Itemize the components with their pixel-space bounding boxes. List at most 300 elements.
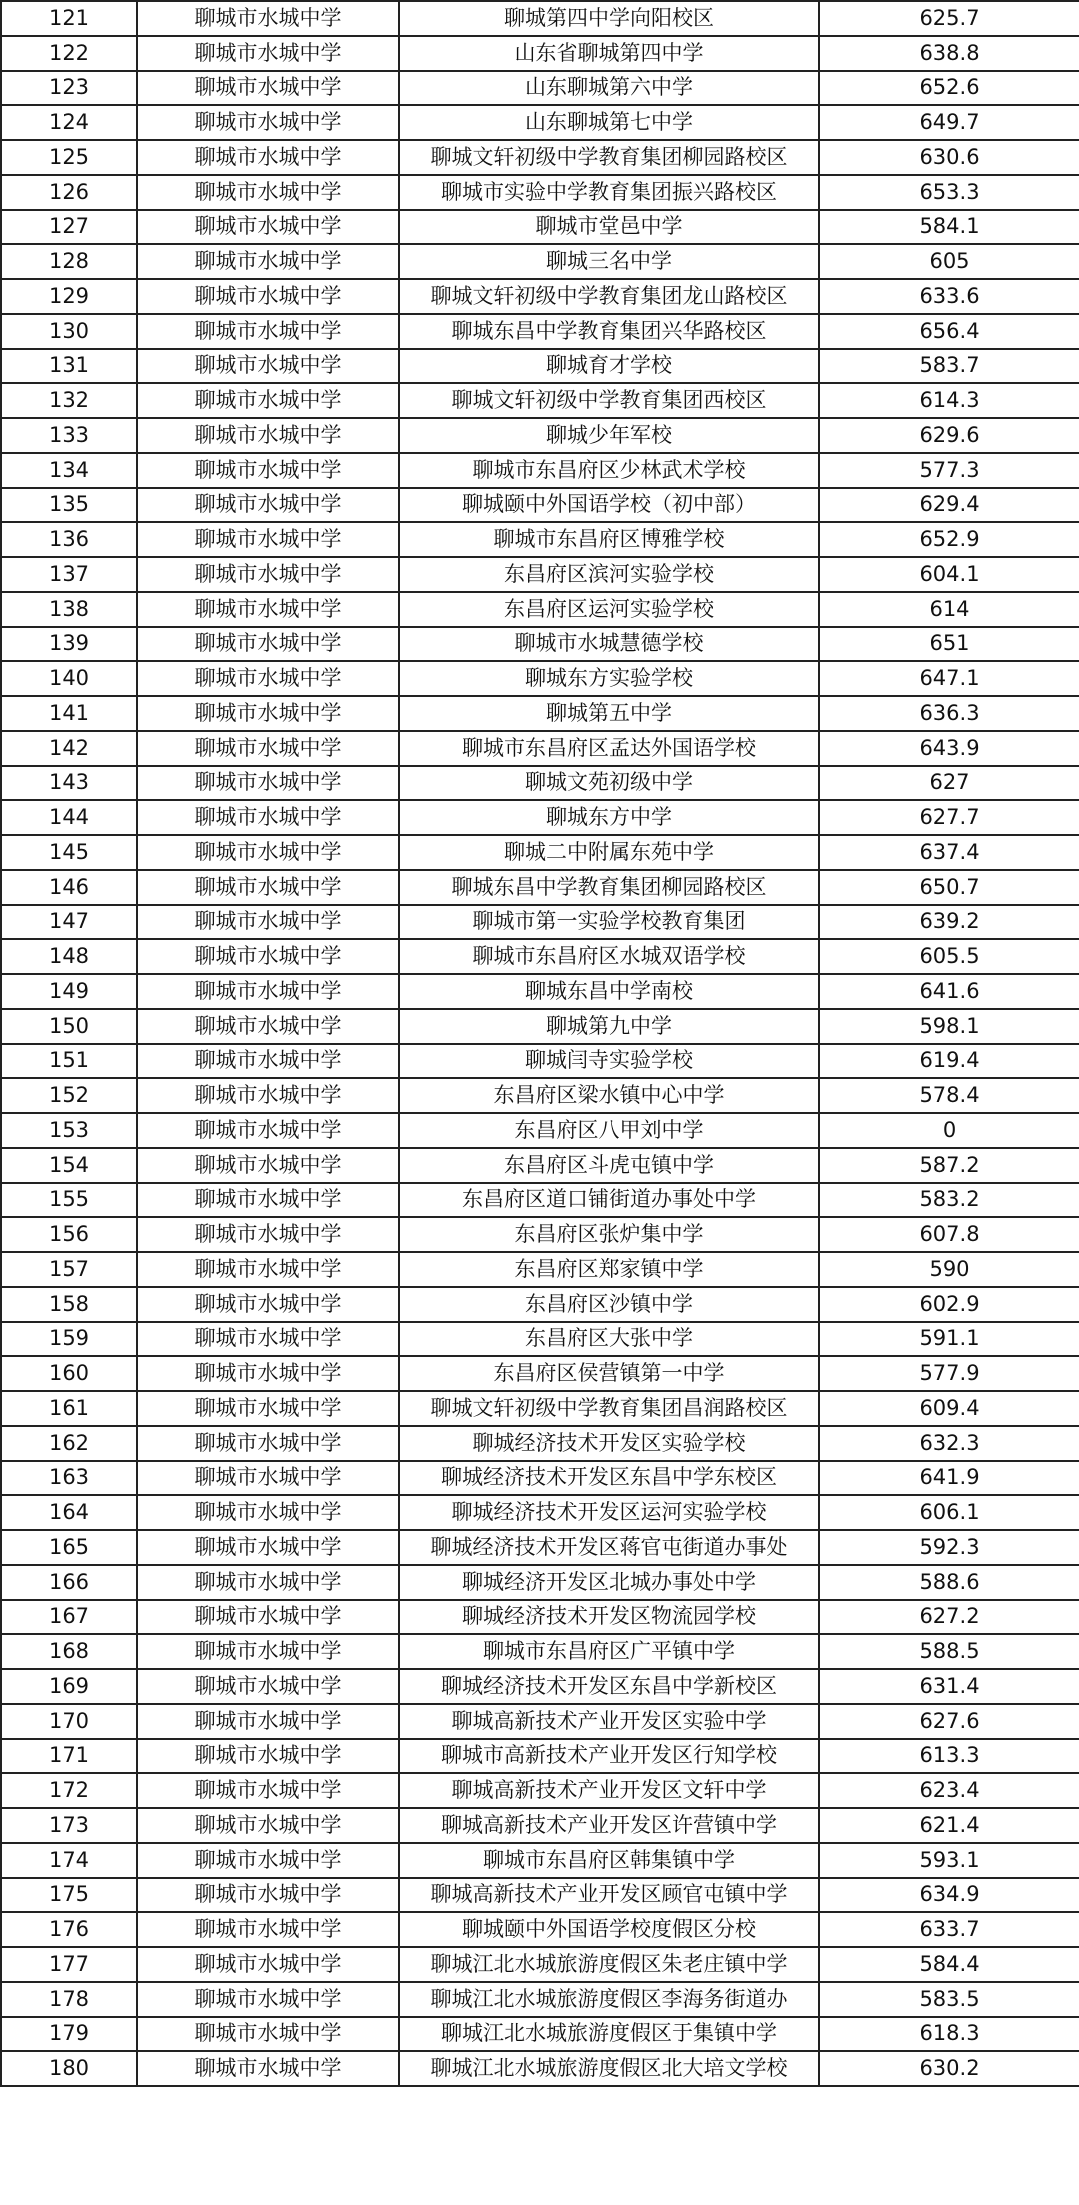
admit-school-cell: 聊城市水城中学 [137, 1808, 399, 1843]
score-cell: 577.3 [819, 453, 1079, 488]
score-cell: 653.3 [819, 175, 1079, 210]
admit-school-cell: 聊城市水城中学 [137, 1426, 399, 1461]
source-school-cell: 聊城市东昌府区博雅学校 [399, 522, 819, 557]
score-cell: 634.9 [819, 1878, 1079, 1913]
admit-school-cell: 聊城市水城中学 [137, 279, 399, 314]
score-cell: 578.4 [819, 1078, 1079, 1113]
row-number-cell: 136 [1, 522, 137, 557]
row-number-cell: 157 [1, 1252, 137, 1287]
admit-school-cell: 聊城市水城中学 [137, 1183, 399, 1218]
table-row [1, 522, 1079, 557]
admit-school-cell: 聊城市水城中学 [137, 1878, 399, 1913]
row-number-cell: 141 [1, 696, 137, 731]
row-number-cell: 169 [1, 1669, 137, 1704]
score-cell: 591.1 [819, 1322, 1079, 1357]
source-school-cell: 聊城文轩初级中学教育集团柳园路校区 [399, 140, 819, 175]
admit-school-cell: 聊城市水城中学 [137, 453, 399, 488]
table-row [1, 1461, 1079, 1496]
source-school-cell: 聊城闫寺实验学校 [399, 1044, 819, 1079]
score-cell: 629.6 [819, 418, 1079, 453]
score-cell: 590 [819, 1252, 1079, 1287]
source-school-cell: 聊城文轩初级中学教育集团龙山路校区 [399, 279, 819, 314]
admit-school-cell: 聊城市水城中学 [137, 1982, 399, 2017]
table-row [1, 835, 1079, 870]
source-school-cell: 东昌府区梁水镇中心中学 [399, 1078, 819, 1113]
table-row [1, 1044, 1079, 1079]
score-cell: 602.9 [819, 1287, 1079, 1322]
row-number-cell: 161 [1, 1391, 137, 1426]
row-number-cell: 171 [1, 1739, 137, 1774]
table-row [1, 349, 1079, 384]
admit-school-cell: 聊城市水城中学 [137, 592, 399, 627]
source-school-cell: 聊城市东昌府区水城双语学校 [399, 939, 819, 974]
table-row [1, 661, 1079, 696]
row-number-cell: 123 [1, 71, 137, 106]
table-row [1, 2017, 1079, 2052]
admit-school-cell: 聊城市水城中学 [137, 800, 399, 835]
source-school-cell: 聊城第九中学 [399, 1009, 819, 1044]
source-school-cell: 聊城经济技术开发区运河实验学校 [399, 1495, 819, 1530]
admit-school-cell: 聊城市水城中学 [137, 1113, 399, 1148]
admit-school-cell: 聊城市水城中学 [137, 140, 399, 175]
row-number-cell: 140 [1, 661, 137, 696]
admit-school-cell: 聊城市水城中学 [137, 1356, 399, 1391]
admit-school-cell: 聊城市水城中学 [137, 766, 399, 801]
row-number-cell: 125 [1, 140, 137, 175]
source-school-cell: 聊城市高新技术产业开发区行知学校 [399, 1739, 819, 1774]
admit-school-cell: 聊城市水城中学 [137, 1843, 399, 1878]
source-school-cell: 聊城高新技术产业开发区许营镇中学 [399, 1808, 819, 1843]
source-school-cell: 聊城二中附属东苑中学 [399, 835, 819, 870]
row-number-cell: 138 [1, 592, 137, 627]
row-number-cell: 178 [1, 1982, 137, 2017]
score-cell: 651 [819, 627, 1079, 662]
table-row [1, 1530, 1079, 1565]
admit-school-cell: 聊城市水城中学 [137, 1704, 399, 1739]
row-number-cell: 124 [1, 105, 137, 140]
admit-school-cell: 聊城市水城中学 [137, 1600, 399, 1635]
row-number-cell: 146 [1, 870, 137, 905]
source-school-cell: 东昌府区八甲刘中学 [399, 1113, 819, 1148]
row-number-cell: 160 [1, 1356, 137, 1391]
table-row [1, 1287, 1079, 1322]
source-school-cell: 聊城市实验中学教育集团振兴路校区 [399, 175, 819, 210]
admit-school-cell: 聊城市水城中学 [137, 835, 399, 870]
table-row [1, 488, 1079, 523]
row-number-cell: 172 [1, 1773, 137, 1808]
row-number-cell: 159 [1, 1322, 137, 1357]
admit-school-cell: 聊城市水城中学 [137, 2017, 399, 2052]
score-cell: 647.1 [819, 661, 1079, 696]
admit-school-cell: 聊城市水城中学 [137, 974, 399, 1009]
table-row [1, 1009, 1079, 1044]
row-number-cell: 143 [1, 766, 137, 801]
table-row [1, 418, 1079, 453]
table-row [1, 1252, 1079, 1287]
source-school-cell: 聊城市堂邑中学 [399, 210, 819, 245]
table-row [1, 1947, 1079, 1982]
source-school-cell: 聊城东昌中学南校 [399, 974, 819, 1009]
row-number-cell: 174 [1, 1843, 137, 1878]
score-cell: 625.7 [819, 1, 1079, 36]
admit-school-cell: 聊城市水城中学 [137, 314, 399, 349]
score-cell: 627.6 [819, 1704, 1079, 1739]
row-number-cell: 151 [1, 1044, 137, 1079]
row-number-cell: 154 [1, 1148, 137, 1183]
score-cell: 633.7 [819, 1912, 1079, 1947]
row-number-cell: 122 [1, 36, 137, 71]
row-number-cell: 129 [1, 279, 137, 314]
row-number-cell: 137 [1, 557, 137, 592]
table-row [1, 1322, 1079, 1357]
score-cell: 627.2 [819, 1600, 1079, 1635]
score-cell: 631.4 [819, 1669, 1079, 1704]
admit-school-cell: 聊城市水城中学 [137, 1217, 399, 1252]
table-row [1, 766, 1079, 801]
table-row [1, 314, 1079, 349]
row-number-cell: 175 [1, 1878, 137, 1913]
row-number-cell: 135 [1, 488, 137, 523]
table-row [1, 870, 1079, 905]
source-school-cell: 聊城市水城慧德学校 [399, 627, 819, 662]
table-row [1, 105, 1079, 140]
score-cell: 588.5 [819, 1634, 1079, 1669]
table-row [1, 1356, 1079, 1391]
admit-school-cell: 聊城市水城中学 [137, 1009, 399, 1044]
admit-school-cell: 聊城市水城中学 [137, 2051, 399, 2086]
source-school-cell: 聊城市东昌府区少林武术学校 [399, 453, 819, 488]
table-row [1, 1, 1079, 36]
row-number-cell: 168 [1, 1634, 137, 1669]
row-number-cell: 170 [1, 1704, 137, 1739]
row-number-cell: 145 [1, 835, 137, 870]
source-school-cell: 聊城经济开发区北城办事处中学 [399, 1565, 819, 1600]
source-school-cell: 山东聊城第七中学 [399, 105, 819, 140]
table-row [1, 1426, 1079, 1461]
admit-school-cell: 聊城市水城中学 [137, 1947, 399, 1982]
source-school-cell: 聊城市东昌府区韩集镇中学 [399, 1843, 819, 1878]
table-row [1, 1565, 1079, 1600]
row-number-cell: 149 [1, 974, 137, 1009]
score-cell: 598.1 [819, 1009, 1079, 1044]
table-row [1, 1669, 1079, 1704]
table-row [1, 279, 1079, 314]
score-cell: 605.5 [819, 939, 1079, 974]
source-school-cell: 聊城经济技术开发区蒋官屯街道办事处 [399, 1530, 819, 1565]
table-row [1, 1217, 1079, 1252]
row-number-cell: 148 [1, 939, 137, 974]
table-row [1, 974, 1079, 1009]
admit-school-cell: 聊城市水城中学 [137, 383, 399, 418]
source-school-cell: 聊城东昌中学教育集团柳园路校区 [399, 870, 819, 905]
source-school-cell: 聊城高新技术产业开发区顾官屯镇中学 [399, 1878, 819, 1913]
admit-school-cell: 聊城市水城中学 [137, 1530, 399, 1565]
admit-school-cell: 聊城市水城中学 [137, 870, 399, 905]
source-school-cell: 聊城经济技术开发区实验学校 [399, 1426, 819, 1461]
table-row [1, 1600, 1079, 1635]
source-school-cell: 东昌府区滨河实验学校 [399, 557, 819, 592]
score-cell: 583.7 [819, 349, 1079, 384]
table-row [1, 36, 1079, 71]
score-cell: 583.2 [819, 1183, 1079, 1218]
row-number-cell: 164 [1, 1495, 137, 1530]
score-cell: 614 [819, 592, 1079, 627]
admit-school-cell: 聊城市水城中学 [137, 1634, 399, 1669]
row-number-cell: 134 [1, 453, 137, 488]
score-cell: 636.3 [819, 696, 1079, 731]
table-row [1, 1808, 1079, 1843]
source-school-cell: 聊城高新技术产业开发区实验中学 [399, 1704, 819, 1739]
score-cell: 641.6 [819, 974, 1079, 1009]
row-number-cell: 147 [1, 905, 137, 940]
table-row [1, 1878, 1079, 1913]
score-cell: 584.1 [819, 210, 1079, 245]
admit-school-cell: 聊城市水城中学 [137, 210, 399, 245]
admit-school-cell: 聊城市水城中学 [137, 71, 399, 106]
score-cell: 606.1 [819, 1495, 1079, 1530]
score-cell: 604.1 [819, 557, 1079, 592]
table-row [1, 140, 1079, 175]
row-number-cell: 163 [1, 1461, 137, 1496]
source-school-cell: 东昌府区斗虎屯镇中学 [399, 1148, 819, 1183]
table-row [1, 905, 1079, 940]
source-school-cell: 聊城第五中学 [399, 696, 819, 731]
admit-school-cell: 聊城市水城中学 [137, 1461, 399, 1496]
table-row [1, 1078, 1079, 1113]
row-number-cell: 150 [1, 1009, 137, 1044]
score-cell: 618.3 [819, 2017, 1079, 2052]
source-school-cell: 聊城文苑初级中学 [399, 766, 819, 801]
admit-school-cell: 聊城市水城中学 [137, 627, 399, 662]
row-number-cell: 126 [1, 175, 137, 210]
admit-school-cell: 聊城市水城中学 [137, 905, 399, 940]
admit-school-cell: 聊城市水城中学 [137, 418, 399, 453]
score-cell: 623.4 [819, 1773, 1079, 1808]
admit-school-cell: 聊城市水城中学 [137, 1773, 399, 1808]
score-cell: 605 [819, 244, 1079, 279]
admit-school-cell: 聊城市水城中学 [137, 522, 399, 557]
row-number-cell: 142 [1, 731, 137, 766]
source-school-cell: 聊城江北水城旅游度假区李海务街道办 [399, 1982, 819, 2017]
row-number-cell: 179 [1, 2017, 137, 2052]
table-row [1, 1704, 1079, 1739]
source-school-cell: 聊城经济技术开发区东昌中学东校区 [399, 1461, 819, 1496]
table-row [1, 557, 1079, 592]
row-number-cell: 177 [1, 1947, 137, 1982]
source-school-cell: 聊城东方实验学校 [399, 661, 819, 696]
score-cell: 627.7 [819, 800, 1079, 835]
row-number-cell: 128 [1, 244, 137, 279]
row-number-cell: 144 [1, 800, 137, 835]
table-body [1, 1, 1079, 2086]
table-row [1, 71, 1079, 106]
row-number-cell: 167 [1, 1600, 137, 1635]
row-number-cell: 130 [1, 314, 137, 349]
table-row [1, 1183, 1079, 1218]
source-school-cell: 聊城市东昌府区广平镇中学 [399, 1634, 819, 1669]
row-number-cell: 153 [1, 1113, 137, 1148]
score-cell: 656.4 [819, 314, 1079, 349]
admit-school-cell: 聊城市水城中学 [137, 939, 399, 974]
admit-school-cell: 聊城市水城中学 [137, 1148, 399, 1183]
row-number-cell: 173 [1, 1808, 137, 1843]
table-row [1, 1773, 1079, 1808]
admit-school-cell: 聊城市水城中学 [137, 1669, 399, 1704]
score-cell: 630.6 [819, 140, 1079, 175]
score-cell: 652.6 [819, 71, 1079, 106]
row-number-cell: 132 [1, 383, 137, 418]
table-row [1, 1113, 1079, 1148]
source-school-cell: 聊城文轩初级中学教育集团昌润路校区 [399, 1391, 819, 1426]
table-row [1, 453, 1079, 488]
source-school-cell: 聊城江北水城旅游度假区朱老庄镇中学 [399, 1947, 819, 1982]
row-number-cell: 176 [1, 1912, 137, 1947]
score-cell: 593.1 [819, 1843, 1079, 1878]
admit-school-cell: 聊城市水城中学 [137, 1, 399, 36]
source-school-cell: 聊城东方中学 [399, 800, 819, 835]
table-row [1, 1634, 1079, 1669]
admit-school-cell: 聊城市水城中学 [137, 1252, 399, 1287]
source-school-cell: 东昌府区沙镇中学 [399, 1287, 819, 1322]
admit-school-cell: 聊城市水城中学 [137, 36, 399, 71]
row-number-cell: 180 [1, 2051, 137, 2086]
admit-school-cell: 聊城市水城中学 [137, 1912, 399, 1947]
table-row [1, 592, 1079, 627]
row-number-cell: 155 [1, 1183, 137, 1218]
admit-school-cell: 聊城市水城中学 [137, 1565, 399, 1600]
source-school-cell: 山东省聊城第四中学 [399, 36, 819, 71]
row-number-cell: 127 [1, 210, 137, 245]
source-school-cell: 聊城市东昌府区孟达外国语学校 [399, 731, 819, 766]
row-number-cell: 162 [1, 1426, 137, 1461]
score-cell: 652.9 [819, 522, 1079, 557]
table-row [1, 696, 1079, 731]
score-cell: 627 [819, 766, 1079, 801]
source-school-cell: 聊城三名中学 [399, 244, 819, 279]
score-cell: 630.2 [819, 2051, 1079, 2086]
source-school-cell: 聊城江北水城旅游度假区于集镇中学 [399, 2017, 819, 2052]
table-row [1, 1495, 1079, 1530]
admit-school-cell: 聊城市水城中学 [137, 731, 399, 766]
admit-school-cell: 聊城市水城中学 [137, 488, 399, 523]
source-school-cell: 山东聊城第六中学 [399, 71, 819, 106]
table-row [1, 1148, 1079, 1183]
table-row [1, 1739, 1079, 1774]
row-number-cell: 133 [1, 418, 137, 453]
table-row [1, 175, 1079, 210]
table-row [1, 210, 1079, 245]
score-cell: 638.8 [819, 36, 1079, 71]
score-cell: 609.4 [819, 1391, 1079, 1426]
source-school-cell: 聊城颐中外国语学校度假区分校 [399, 1912, 819, 1947]
source-school-cell: 聊城第四中学向阳校区 [399, 1, 819, 36]
source-school-cell: 聊城育才学校 [399, 349, 819, 384]
score-cell: 588.6 [819, 1565, 1079, 1600]
source-school-cell: 聊城少年军校 [399, 418, 819, 453]
admit-school-cell: 聊城市水城中学 [137, 244, 399, 279]
source-school-cell: 聊城江北水城旅游度假区北大培文学校 [399, 2051, 819, 2086]
source-school-cell: 聊城经济技术开发区物流园学校 [399, 1600, 819, 1635]
score-cell: 614.3 [819, 383, 1079, 418]
score-cell: 0 [819, 1113, 1079, 1148]
admit-school-cell: 聊城市水城中学 [137, 696, 399, 731]
row-number-cell: 165 [1, 1530, 137, 1565]
table-row [1, 244, 1079, 279]
table-row [1, 939, 1079, 974]
source-school-cell: 聊城文轩初级中学教育集团西校区 [399, 383, 819, 418]
source-school-cell: 聊城东昌中学教育集团兴华路校区 [399, 314, 819, 349]
score-cell: 619.4 [819, 1044, 1079, 1079]
score-cell: 621.4 [819, 1808, 1079, 1843]
table-row [1, 1391, 1079, 1426]
row-number-cell: 156 [1, 1217, 137, 1252]
score-cell: 629.4 [819, 488, 1079, 523]
row-number-cell: 158 [1, 1287, 137, 1322]
admit-school-cell: 聊城市水城中学 [137, 105, 399, 140]
score-cell: 584.4 [819, 1947, 1079, 1982]
score-cell: 637.4 [819, 835, 1079, 870]
score-cell: 649.7 [819, 105, 1079, 140]
source-school-cell: 东昌府区大张中学 [399, 1322, 819, 1357]
table-row [1, 1912, 1079, 1947]
table-row [1, 383, 1079, 418]
source-school-cell: 东昌府区侯营镇第一中学 [399, 1356, 819, 1391]
source-school-cell: 聊城经济技术开发区东昌中学新校区 [399, 1669, 819, 1704]
table-row [1, 2051, 1079, 2086]
score-cell: 643.9 [819, 731, 1079, 766]
score-cell: 592.3 [819, 1530, 1079, 1565]
table-row [1, 731, 1079, 766]
row-number-cell: 166 [1, 1565, 137, 1600]
admit-school-cell: 聊城市水城中学 [137, 1391, 399, 1426]
score-cell: 583.5 [819, 1982, 1079, 2017]
table-row [1, 1982, 1079, 2017]
row-number-cell: 131 [1, 349, 137, 384]
admit-school-cell: 聊城市水城中学 [137, 1078, 399, 1113]
table-row [1, 1843, 1079, 1878]
table-row [1, 800, 1079, 835]
source-school-cell: 聊城市第一实验学校教育集团 [399, 905, 819, 940]
admit-school-cell: 聊城市水城中学 [137, 1495, 399, 1530]
admit-school-cell: 聊城市水城中学 [137, 1287, 399, 1322]
row-number-cell: 152 [1, 1078, 137, 1113]
source-school-cell: 东昌府区道口铺街道办事处中学 [399, 1183, 819, 1218]
admit-school-cell: 聊城市水城中学 [137, 1322, 399, 1357]
score-cell: 587.2 [819, 1148, 1079, 1183]
row-number-cell: 139 [1, 627, 137, 662]
source-school-cell: 聊城颐中外国语学校（初中部） [399, 488, 819, 523]
score-cell: 632.3 [819, 1426, 1079, 1461]
score-cell: 613.3 [819, 1739, 1079, 1774]
admit-school-cell: 聊城市水城中学 [137, 661, 399, 696]
source-school-cell: 东昌府区运河实验学校 [399, 592, 819, 627]
source-school-cell: 东昌府区郑家镇中学 [399, 1252, 819, 1287]
score-cell: 607.8 [819, 1217, 1079, 1252]
admit-school-cell: 聊城市水城中学 [137, 349, 399, 384]
admit-school-cell: 聊城市水城中学 [137, 1044, 399, 1079]
source-school-cell: 东昌府区张炉集中学 [399, 1217, 819, 1252]
score-cell: 633.6 [819, 279, 1079, 314]
admit-school-cell: 聊城市水城中学 [137, 175, 399, 210]
table-row [1, 627, 1079, 662]
score-cell: 650.7 [819, 870, 1079, 905]
source-school-cell: 聊城高新技术产业开发区文轩中学 [399, 1773, 819, 1808]
admit-school-cell: 聊城市水城中学 [137, 557, 399, 592]
score-cell: 639.2 [819, 905, 1079, 940]
admit-school-cell: 聊城市水城中学 [137, 1739, 399, 1774]
row-number-cell: 121 [1, 1, 137, 36]
score-cell: 577.9 [819, 1356, 1079, 1391]
